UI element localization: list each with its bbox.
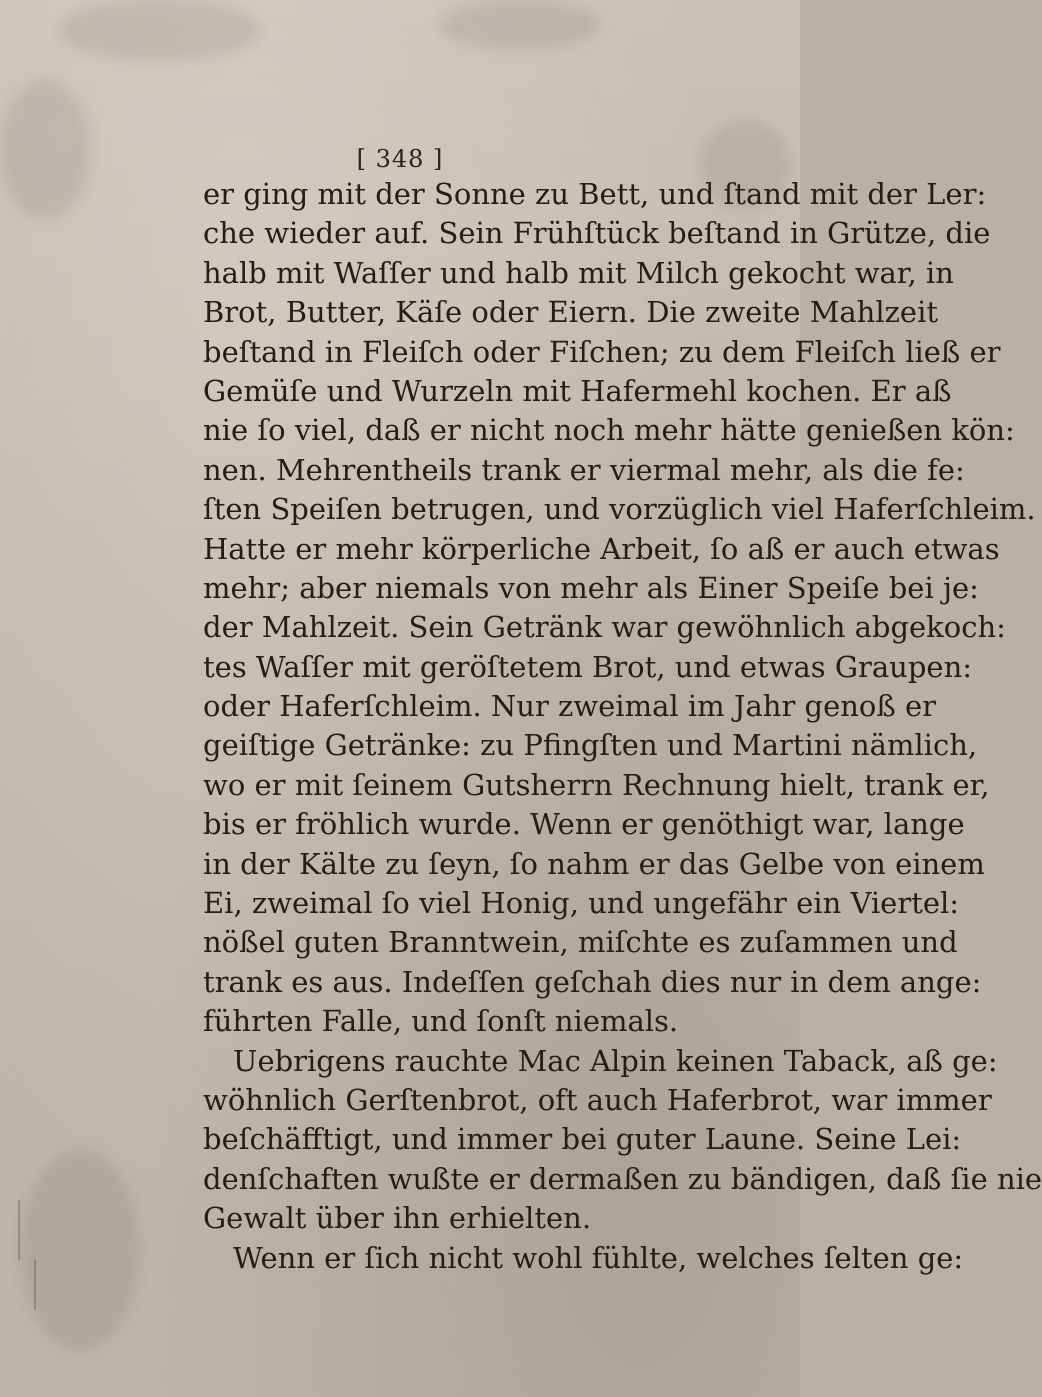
text-line: der Mahlzeit. Sein Getränk war gewöhnlich abgekoch: [203,610,1006,645]
margin-mark [18,1200,20,1260]
text-line: che wieder auf. Sein Frühſtück beſtand in Grütze, die [203,216,991,251]
text-line: Brot, Butter, Käſe oder Eiern. Die zweite Mahlzeit [203,295,938,330]
text-line: oder Haferſchleim. Nur zweimal im Jahr genoß er [203,689,937,724]
page-number: [ 348 ] [356,145,444,173]
text-line: mehr; aber niemals von mehr als Einer Speiſe bei je: [203,570,979,605]
text-line: halb mit Waſſer und halb mit Milch gekocht war, in [203,255,954,290]
text-line: wöhnlich Gerſtenbrot, oft auch Haferbrot, war immer [203,1082,992,1117]
text-line: nößel guten Branntwein, miſchte es zuſammen und [203,925,958,960]
page-stain [440,0,600,50]
margin-mark [34,1260,36,1310]
text-line: nen. Mehrentheils trank er viermal mehr, als die fe: [203,452,965,487]
text-line: denſchaften wußte er dermaßen zu bändigen, daß ſie nie [203,1161,1042,1196]
text-line: er ging mit der Sonne zu Bett, und ſtand mit der Ler: [203,177,987,211]
text-line: trank es aus. Indeſſen geſchah dies nur in dem ange: [203,964,982,999]
text-line: beſchäfftigt, und immer bei guter Laune. Seine Lei: [203,1122,962,1157]
page-stain [20,1150,140,1350]
text-line: Hatte er mehr körperliche Arbeit, ſo aß er auch etwas [203,531,1000,566]
text-line: führten Falle, und ſonſt niemals. [203,1004,679,1039]
body-text [203,175,1042,1278]
text-line: Gemüſe und Wurzeln mit Hafermehl kochen. Er aß [203,373,952,408]
text-line: Wenn er ſich nicht wohl fühlte, welches ſelten ge: [233,1240,964,1275]
text-line: geiſtige Getränke: zu Pfingſten und Martini nämlich, [203,728,978,763]
text-line: tes Waſſer mit geröſtetem Brot, und etwas Graupen: [203,649,973,684]
text-line: wo er mit ſeinem Gutsherrn Rechnung hielt, trank er, [203,767,990,802]
text-line: Uebrigens rauchte Mac Alpin keinen Taback, aß ge: [233,1043,998,1078]
text-line: Ei, zweimal ſo viel Honig, und ungefähr ein Viertel: [203,886,960,921]
page-stain [60,0,260,60]
text-line: beſtand in Fleiſch oder Fiſchen; zu dem Fleiſch ließ er [203,334,1001,369]
text-line: ſten Speiſen betrugen, und vorzüglich viel Haferſchleim. [203,492,1036,527]
text-line: Gewalt über ihn erhielten. [203,1201,592,1236]
text-line: nie ſo viel, daß er nicht noch mehr hätte genießen kön: [203,413,1015,448]
text-line: in der Kälte zu ſeyn, ſo nahm er das Gelbe von einem [203,846,985,881]
text-line: bis er fröhlich wurde. Wenn er genöthigt war, lange [203,807,965,842]
